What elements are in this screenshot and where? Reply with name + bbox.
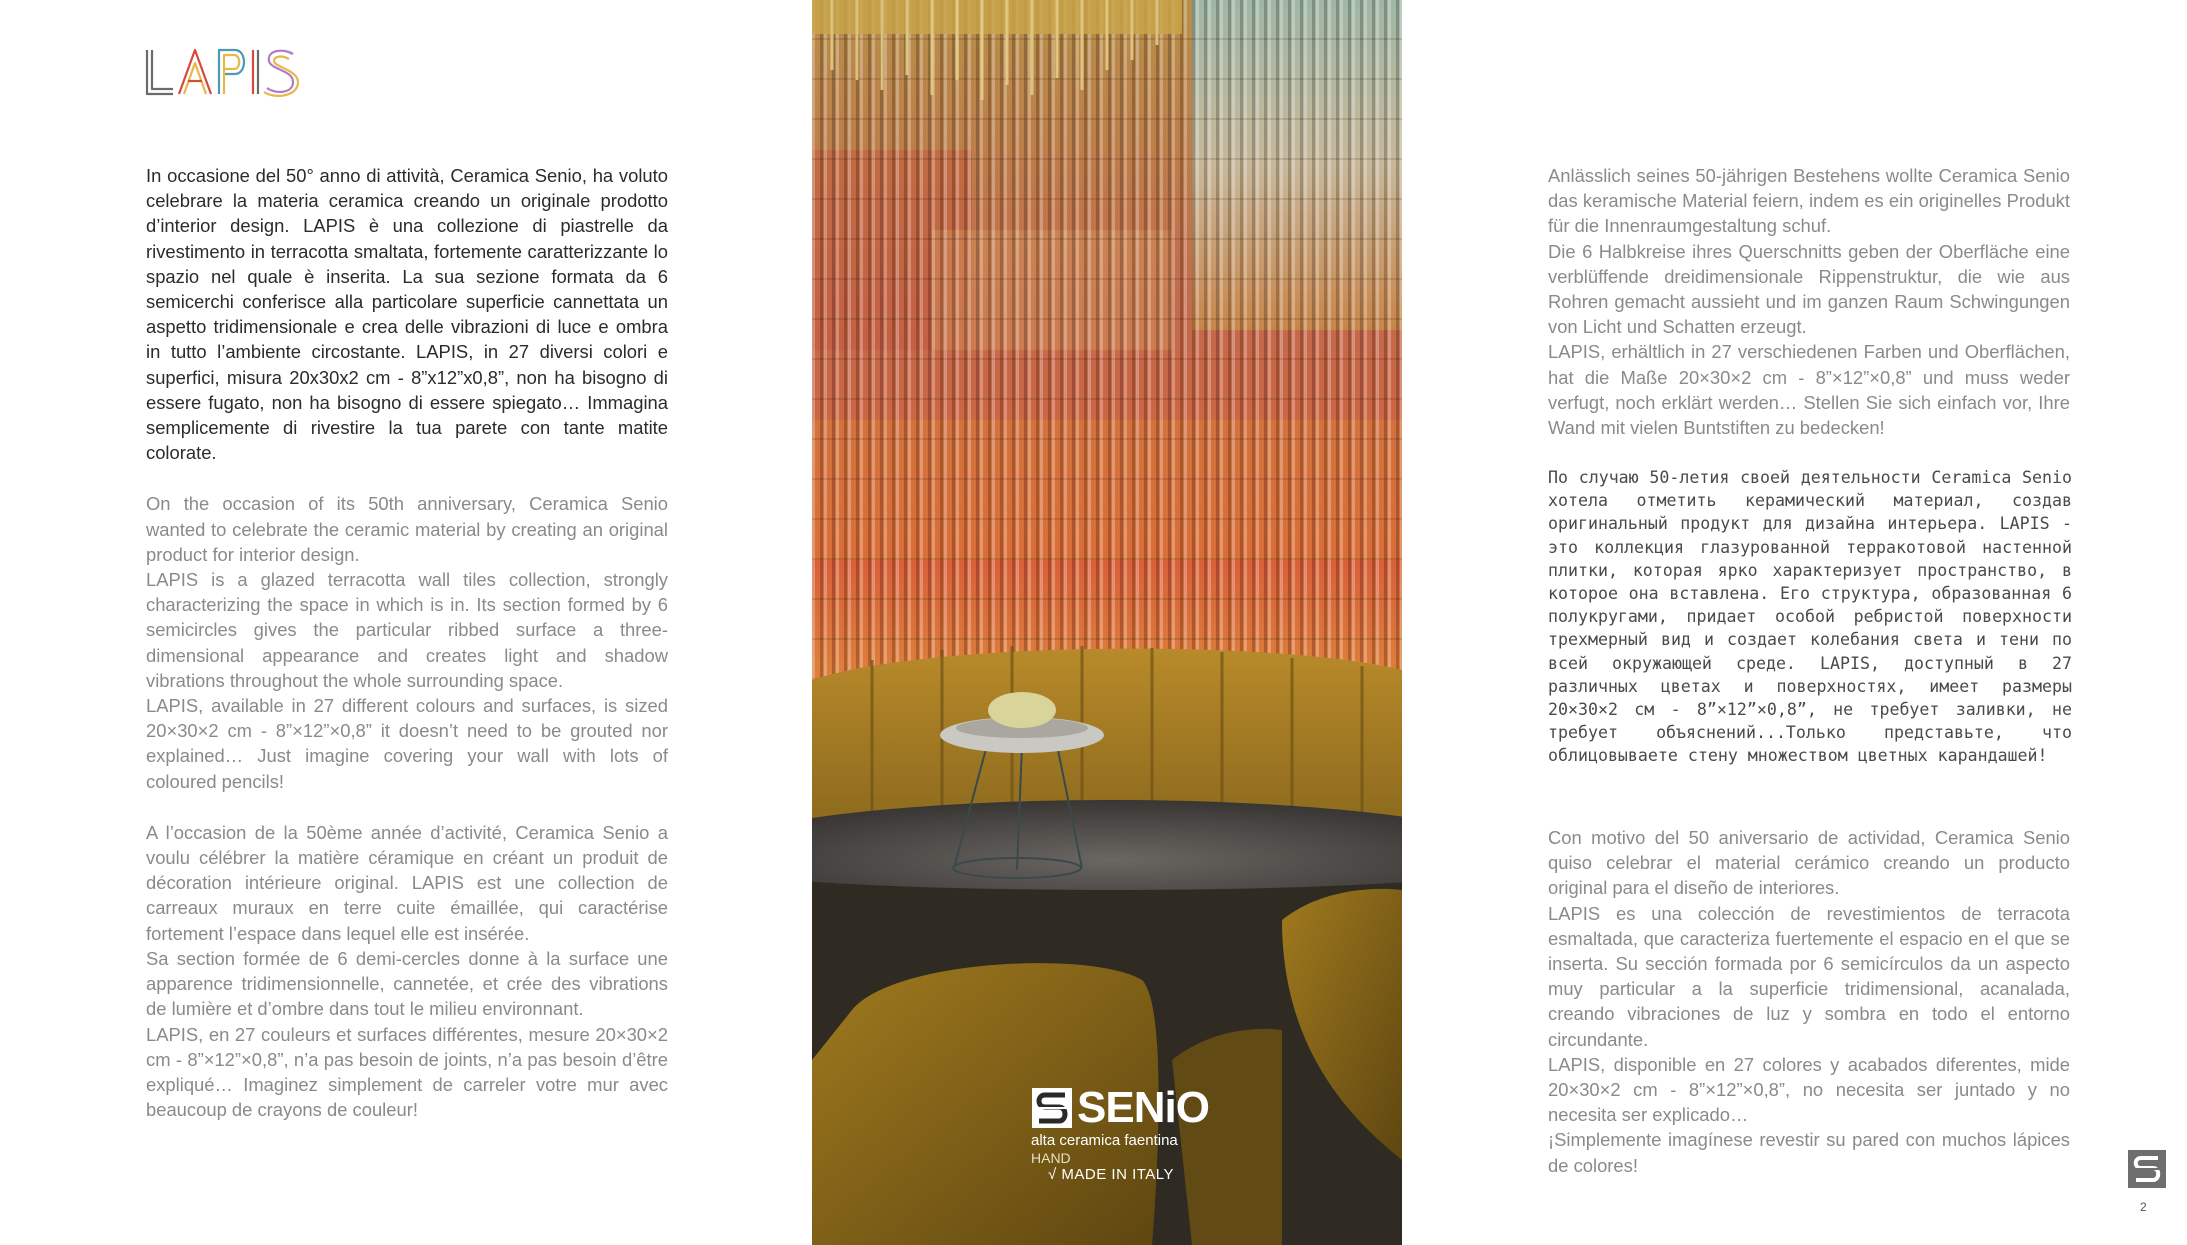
french-paragraph: Sa section formée de 6 demi-cercles donne à la surface une apparence tridimensionnelle, cannetée, et crée des vibrations de lumière et d’ombre dans tout le milieu environnant.	[146, 947, 668, 1020]
english-section	[146, 491, 668, 793]
senio-s-icon	[1031, 1087, 1073, 1129]
german-paragraph: Die 6 Halbkreise ihres Querschnitts geben der Oberfläche eine verblüffende dreidimensionale Rippenstruktur, die wie aus Rohren gemacht aussieht und im ganzen Raum Schwingungen von Licht und Schatten erzeugt.	[1548, 240, 2070, 338]
senio-mark	[1031, 1085, 1221, 1131]
german-paragraph: Anlässlich seines 50-jährigen Bestehens wollte Ceramica Senio das keramische Material feiern, indem es ein originelles Produkt für die Innenraumgestaltung schuf.	[1548, 165, 2070, 237]
hand-label: HAND	[1031, 1150, 1071, 1166]
french-paragraph: A l’occasion de la 50ème année d’activité, Ceramica Senio a voulu célébrer la matière céramique en créant un produit de décoration intérieure original. LAPIS est une collection de carreaux muraux en terre cuite émaillée, qui caractérise fortement l’espace dans lequel elle est insérée.	[146, 821, 668, 944]
english-paragraph: LAPIS, available in 27 different colours and surfaces, is sized 20×30×2 cm - 8”×12”×0,8” it doesn’t need to be grouted nor explained… Just imagine covering your wall with lots of coloured pencils!	[146, 695, 668, 792]
german-section	[1548, 163, 2070, 440]
russian-paragraph: По случаю 50-летия своей деятельности Ceramica Senio хотела отметить керамический материал, создав оригинальный продукт для дизайна интерьера. LAPIS - это коллекция глазурованной терракотовой настенной плитки, которая ярко характеризует пространство, в которое она вставлена. Его структура, образованная 6 полукругами, придает особой ребристой поверхности трехмерный вид и создает колебания света и тени по всей окружающей среде. LAPIS, доступный в 27 различных цветах и поверхностях, имеет размеры 20×30×2 см - 8”×12”×0,8”, не требует заливки, не требует объяснений...Только представьте, что облицовываете стену множеством цветных карандашей!	[1548, 468, 2072, 766]
spanish-section	[1548, 825, 2070, 1178]
spanish-paragraph: ¡Simplemente imagínese revestir su pared con muchos lápices de colores!	[1548, 1129, 2070, 1176]
english-paragraph: On the occasion of its 50th anniversary, Ceramica Senio wanted to celebrate the ceramic material by creating an original product for interior design.	[146, 493, 668, 565]
page-number: 2	[2140, 1200, 2147, 1214]
made-in-italy-label: √ MADE IN ITALY	[1048, 1166, 1175, 1183]
brand-tagline: alta ceramica faentina	[1031, 1132, 1178, 1149]
senio-wordmark: SENiO	[1077, 1083, 1209, 1132]
senio-corner-icon	[2128, 1150, 2166, 1188]
german-paragraph: LAPIS, erhältlich in 27 verschiedenen Farben und Oberflächen, hat die Maße 20×30×2 cm - 8”×12”×0,8” und muss weder verfugt, noch erklärt werden… Stellen Sie sich einfach vor, Ihre Wand mit vielen Buntstiften zu bedecken!	[1548, 341, 2070, 439]
left-text-column	[146, 163, 668, 1122]
spanish-paragraph: LAPIS es una colección de revestimientos de terracota esmaltada, que caracteriza fuertemente el espacio en el que se inserta. Su sección formada por 6 semicírculos da un aspecto muy particular a la superficie tridimensional, acanalada, creando vibraciones de luz y sombra en todo el entorno circundante.	[1548, 902, 2070, 1050]
french-section	[146, 820, 668, 1122]
english-paragraph: LAPIS is a glazed terracotta wall tiles collection, strongly characterizing the space in which is in. Its section formed by 6 semicircles gives the particular ribbed surface a three-dimensional appearance and creates light and shadow vibrations throughout the whole surrounding space.	[146, 569, 668, 691]
italian-paragraph: In occasione del 50° anno di attività, Ceramica Senio, ha voluto celebrare la materia ceramica creando un originale prodotto d’interior design. LAPIS è una collezione di piastrelle da rivestimento in terracotta smaltata, fortemente caratterizzante lo spazio nel quale è inserita. La sua sezione formata da 6 semicerchi conferisce alla particolare superficie cannettata un aspetto tridimensionale e crea delle vibrazioni di luce e ombra in tutto l’ambiente circostante. LAPIS, in 27 diversi colori e superfici, misura 20x30x2 cm - 8”x12”x0,8”, non ha bisogno di essere fugato, non ha bisogno di essere spiegato… Immagina semplicemente di rivestire la tua parete con tante matite colorate.	[146, 165, 668, 464]
spanish-paragraph: Con motivo del 50 aniversario de actividad, Ceramica Senio quiso celebrar el material cerámico creando un producto original para el diseño de interiores.	[1548, 827, 2070, 899]
lapis-logo	[143, 46, 313, 98]
senio-brand	[1031, 1085, 1221, 1184]
interior-photo	[812, 0, 1402, 1245]
spanish-paragraph: LAPIS, disponible en 27 colores y acabados diferentes, mide 20×30×2 cm - 8”×12”×0,8”, no necesita ser juntado y no necesita ser explicado…	[1548, 1053, 2070, 1126]
french-paragraph: LAPIS, en 27 couleurs et surfaces différentes, mesure 20×30×2 cm - 8”×12”×0,8”, n’a pas besoin de joints, n’a pas besoin d’être expliqué… Imaginez simplement de carreler votre mur avec beaucoup de crayons de couleur!	[146, 1023, 668, 1121]
